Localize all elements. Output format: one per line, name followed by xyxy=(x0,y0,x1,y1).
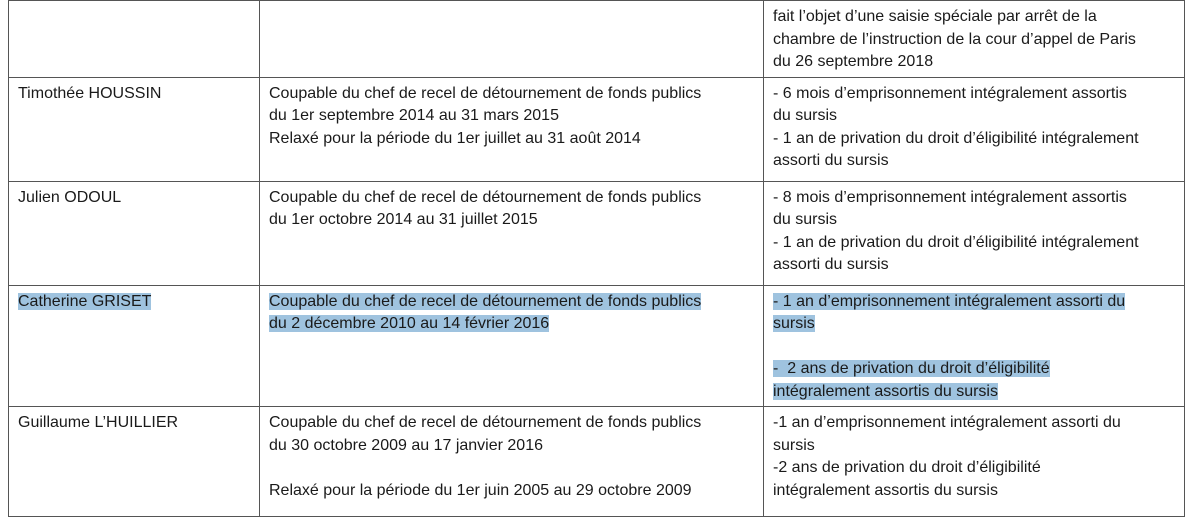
sentence-line: -2 ans de privation du droit d’éligibilité xyxy=(773,459,1041,476)
table-row xyxy=(9,285,1185,407)
verdict-line: du 30 octobre 2009 au 17 janvier 2016 xyxy=(269,436,543,454)
sentence-line: sursis xyxy=(773,436,815,454)
verdict-line: du 2 décembre 2010 au 14 février 2016 xyxy=(269,315,550,332)
verdict-line: Relaxé pour la période du 1er juillet au 31 août 2014 xyxy=(269,129,641,147)
sentence-cell xyxy=(764,77,1185,181)
verdict-line: du 1er septembre 2014 au 31 mars 2015 xyxy=(269,107,559,124)
table-row xyxy=(9,181,1185,285)
sentence-line: fait l’objet d’une saisie spéciale par arrêt de la xyxy=(773,8,1097,25)
sentence-line: du 26 septembre 2018 xyxy=(773,53,934,70)
blank-line xyxy=(773,336,1178,359)
sentence-line: assorti du sursis xyxy=(773,152,889,169)
verdict-cell xyxy=(260,285,764,407)
verdict-cell xyxy=(260,77,764,181)
sentence-cell xyxy=(764,1,1185,78)
table-row xyxy=(9,407,1185,517)
sentence-line: intégralement assortis du sursis xyxy=(773,382,998,400)
defendant-name: Timothée HOUSSIN xyxy=(18,84,162,102)
sentence-line: du sursis xyxy=(773,211,838,228)
sentence-cell xyxy=(764,407,1185,517)
sentence-line: - 6 mois d’emprisonnement intégralement assortis xyxy=(773,84,1127,102)
sentence-cell xyxy=(764,181,1185,285)
verdict-line: Relaxé pour la période du 1er juin 2005 au 29 octobre 2009 xyxy=(269,481,692,499)
defendant-name: Catherine GRISET xyxy=(18,292,152,310)
verdict-table xyxy=(8,0,1185,517)
verdict-line: Coupable du chef de recel de détournement de fonds publics xyxy=(269,292,702,310)
sentence-line: - 2 ans de privation du droit d’éligibilité xyxy=(773,360,1050,377)
sentence-line: assorti du sursis xyxy=(773,256,889,273)
sentence-line: - 1 an d’emprisonnement intégralement assorti du xyxy=(773,292,1126,310)
defendant-name-cell xyxy=(9,1,260,78)
defendant-name: Guillaume L’HUILLIER xyxy=(18,414,179,431)
table-row xyxy=(9,1,1185,78)
verdict-cell xyxy=(260,181,764,285)
blank-line xyxy=(269,457,757,480)
verdict-cell xyxy=(260,1,764,78)
sentence-line: - 1 an de privation du droit d’éligibilité intégralement xyxy=(773,129,1139,147)
verdict-line: Coupable du chef de recel de détournement de fonds publics xyxy=(269,414,702,431)
defendant-name: Julien ODOUL xyxy=(18,188,122,206)
verdict-line: Coupable du chef de recel de détournement de fonds publics xyxy=(269,188,702,206)
sentence-line: intégralement assortis du sursis xyxy=(773,481,998,499)
sentence-line: - 8 mois d’emprisonnement intégralement assortis xyxy=(773,188,1127,206)
verdict-table-body xyxy=(9,1,1185,517)
verdict-cell xyxy=(260,407,764,517)
sentence-cell xyxy=(764,285,1185,407)
sentence-line: sursis xyxy=(773,315,815,332)
defendant-name-cell xyxy=(9,181,260,285)
verdict-line: du 1er octobre 2014 au 31 juillet 2015 xyxy=(269,211,538,228)
defendant-name-cell xyxy=(9,77,260,181)
sentence-line: - 1 an de privation du droit d’éligibilité intégralement xyxy=(773,233,1139,251)
defendant-name-cell xyxy=(9,285,260,407)
verdict-line: Coupable du chef de recel de détournement de fonds publics xyxy=(269,84,702,102)
sentence-line: du sursis xyxy=(773,107,838,124)
sentence-line: chambre de l’instruction de la cour d’appel de Paris xyxy=(773,30,1136,48)
sentence-line: -1 an d’emprisonnement intégralement assorti du xyxy=(773,414,1121,431)
table-row xyxy=(9,77,1185,181)
defendant-name-cell xyxy=(9,407,260,517)
